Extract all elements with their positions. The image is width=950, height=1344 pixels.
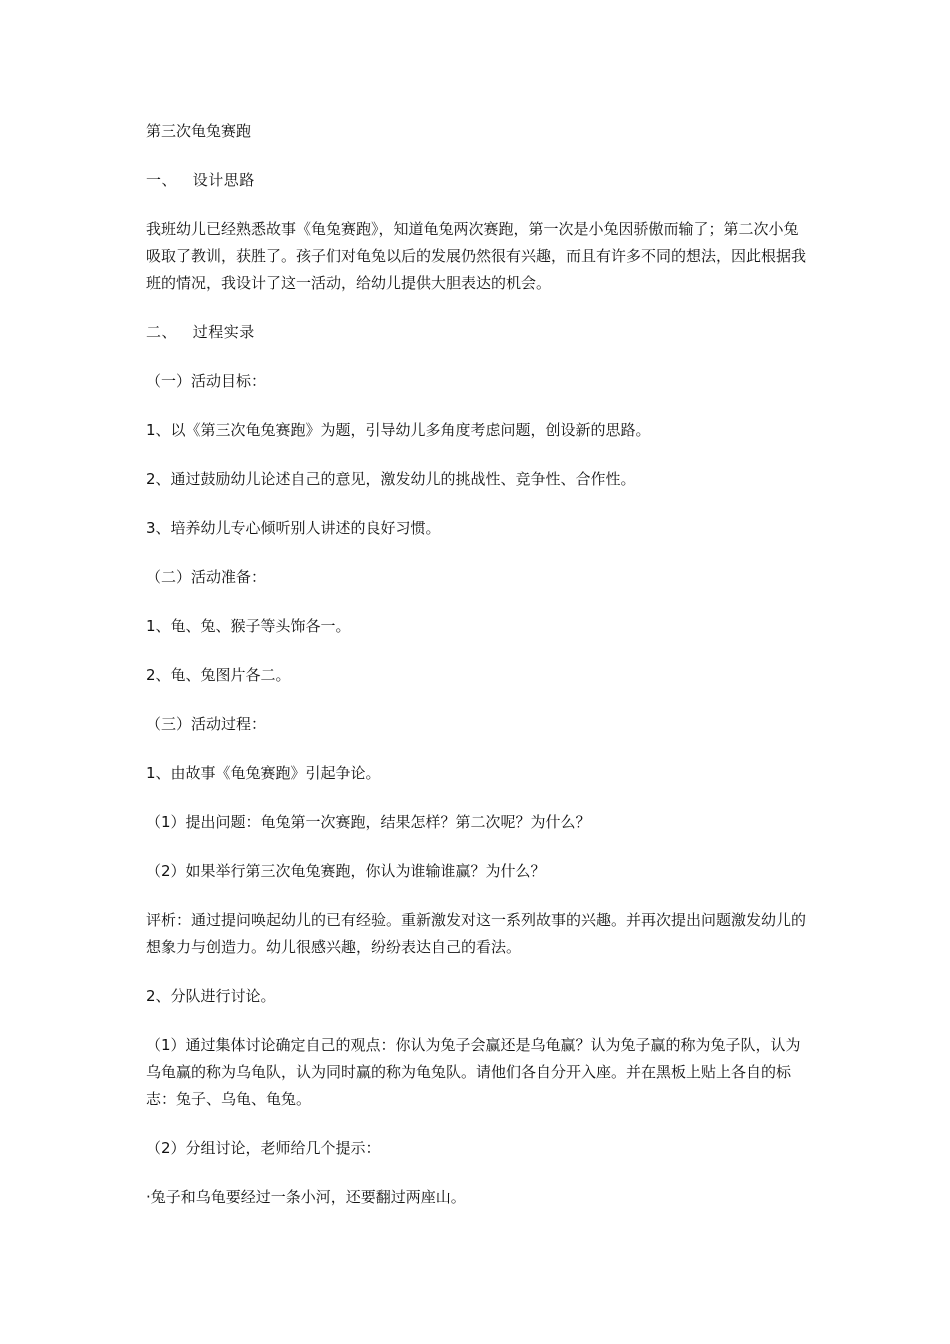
prep-item: 2、龟、兔图片各二。 [146, 666, 291, 684]
comment-paragraph: 评析：通过提问唤起幼儿的已有经验。重新激发对这一系列故事的兴趣。并再次提出问题激发幼儿的想象力与创造力。幼儿很感兴趣，纷纷表达自己的看法。 [146, 911, 807, 956]
prep-item: 1、龟、兔、猴子等头饰各一。 [146, 617, 351, 635]
goal-item: 3、培养幼儿专心倾听别人讲述的良好习惯。 [146, 519, 441, 537]
design-paragraph: 我班幼儿已经熟悉故事《龟兔赛跑》，知道龟兔两次赛跑，第一次是小兔因骄傲而输了；第二次小兔吸取了教训，获胜了。孩子们对龟兔以后的发展仍然很有兴趣，而且有许多不同的想法，因此根据我班的情况，我设计了这一活动，给幼儿提供大胆表达的机会。 [146, 220, 807, 292]
document-page [146, 118, 812, 1233]
step-item: 1、由故事《龟兔赛跑》引起争论。 [146, 764, 381, 782]
process-heading: （三）活动过程： [146, 715, 267, 733]
step-question: （1）提出问题：龟兔第一次赛跑，结果怎样？第二次呢？为什么？ [146, 813, 591, 831]
hint-item: ·兔子和乌龟要经过一条小河，还要翻过两座山。 [146, 1188, 466, 1206]
prep-heading: （二）活动准备： [146, 568, 267, 586]
step-paragraph: （2）分组讨论，老师给几个提示： [146, 1139, 381, 1157]
document-title: 第三次龟兔赛跑 [146, 122, 252, 140]
step-item: 2、分队进行讨论。 [146, 987, 276, 1005]
goals-heading: （一）活动目标： [146, 372, 267, 390]
goal-item: 2、通过鼓励幼儿论述自己的意见，激发幼儿的挑战性、竞争性、合作性。 [146, 470, 636, 488]
section-heading-process: 二、 过程实录 [146, 323, 255, 341]
goal-item: 1、以《第三次龟兔赛跑》为题，引导幼儿多角度考虑问题，创设新的思路。 [146, 421, 651, 439]
step-question: （2）如果举行第三次龟兔赛跑，你认为谁输谁赢？为什么？ [146, 862, 546, 880]
section-heading-design: 一、 设计思路 [146, 171, 255, 189]
step-paragraph: （1）通过集体讨论确定自己的观点：你认为兔子会赢还是乌龟赢？认为兔子赢的称为兔子队，认为乌龟赢的称为乌龟队，认为同时赢的称为龟兔队。请他们各自分开入座。并在黑板上贴上各自的标志：兔子、乌龟、龟兔。 [146, 1036, 801, 1108]
